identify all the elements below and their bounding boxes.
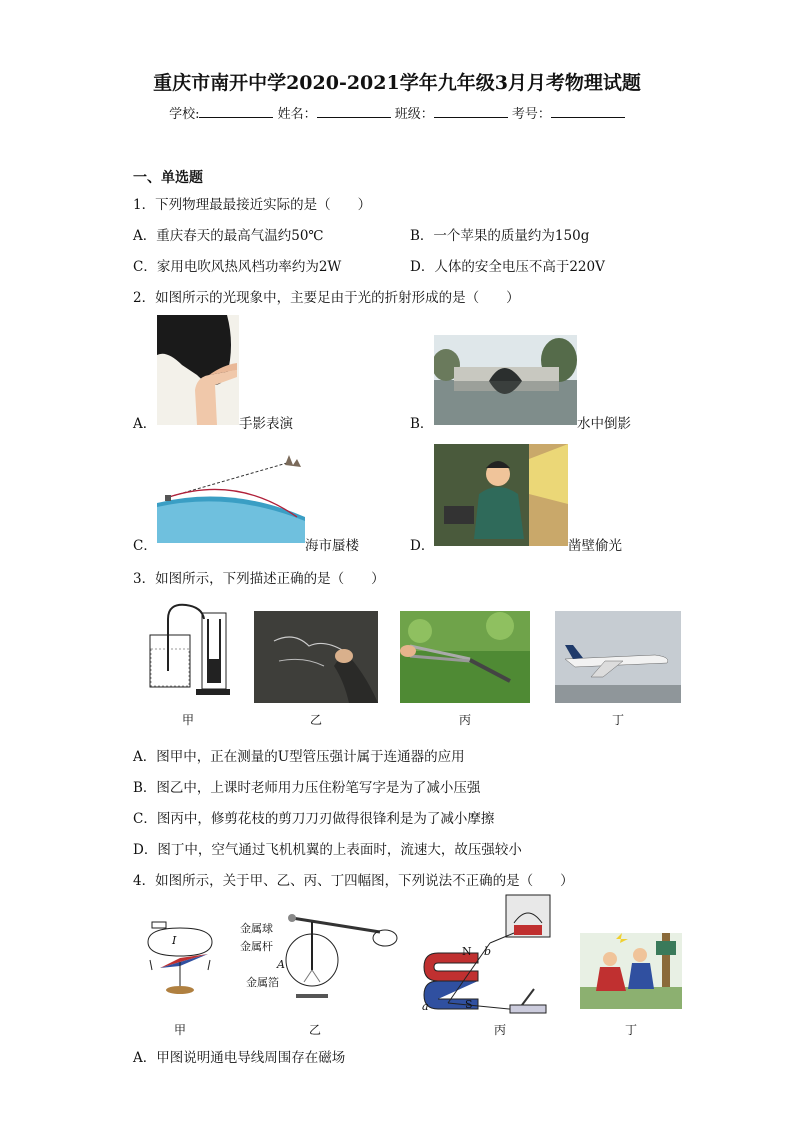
oersted-experiment-image <box>140 912 220 998</box>
q1-option-d: D．人体的安全电压不高于220V <box>410 259 605 275</box>
class-label: 班级： <box>394 107 434 122</box>
hand-shadow-image <box>157 315 239 425</box>
q3-option-a: A．图甲中，正在测量的U型管压强计属于连通器的应用 <box>133 749 465 765</box>
q2-stem: 2．如图所示的光现象中，主要足由于光的折射形成的是（ ） <box>133 290 520 306</box>
q2-option-b-letter: B． <box>410 416 434 432</box>
chalk-writing-image <box>254 611 378 703</box>
student-info-line <box>0 103 794 122</box>
q2-option-d-caption: 凿壁偷光 <box>568 538 622 554</box>
electric-shock-cartoon-image <box>580 933 682 1009</box>
page-title: 重庆市南开中学2020-2021学年九年级3月月考物理试题 <box>153 72 641 94</box>
q3-option-c: C．图丙中，修剪花枝的剪刀刀刃做得很锋利是为了减小摩擦 <box>133 811 495 827</box>
pruning-shears-image <box>400 611 530 703</box>
airplane-image <box>555 611 681 703</box>
school-blank[interactable] <box>199 105 273 118</box>
metal-foil-label: 金属箔 <box>246 976 279 989</box>
q3-stem: 3．如图所示，下列描述正确的是（ ） <box>133 571 385 587</box>
q4-stem: 4．如图所示，关于甲、乙、丙、丁四幅图，下列说法不正确的是（ ） <box>133 873 574 889</box>
q4-label-bing: 丙 <box>493 1023 506 1037</box>
q4-label-yi: 乙 <box>308 1023 321 1037</box>
q3-label-ding: 丁 <box>611 713 624 727</box>
point-a-label: A <box>277 958 285 971</box>
q4-option-a: A．甲图说明通电导线周围存在磁场 <box>133 1050 346 1066</box>
q3-label-yi: 乙 <box>309 713 322 727</box>
current-label: I <box>172 934 177 947</box>
exam-no-label: 考号： <box>511 107 551 122</box>
q1-option-c: C．家用电吹风热风档功率约为2W <box>133 259 342 275</box>
metal-rod-label: 金属杆 <box>240 940 273 953</box>
q2-option-c-letter: C． <box>133 538 157 554</box>
name-label: 姓名： <box>277 107 317 122</box>
exam-no-blank[interactable] <box>551 105 625 118</box>
q2-option-d-letter: D． <box>410 538 435 554</box>
q1-option-b: B．一个苹果的质量约为150g <box>410 228 590 244</box>
q1-stem: 1．下列物理最最接近实际的是（ ） <box>133 197 372 213</box>
point-b-wire-label: b <box>484 945 492 958</box>
mirage-image <box>157 455 305 543</box>
q2-option-c-caption: 海市蜃楼 <box>305 538 359 554</box>
south-pole-label: S <box>465 998 473 1011</box>
q4-label-jia: 甲 <box>173 1023 186 1037</box>
q1-option-a: A．重庆春天的最高气温约50℃ <box>133 228 324 244</box>
electromagnetic-induction-image <box>418 893 558 1023</box>
q2-option-a-caption: 手影表演 <box>239 416 293 432</box>
q2-option-a-letter: A． <box>133 416 157 432</box>
q2-option-b-caption: 水中倒影 <box>577 416 631 432</box>
north-pole-label: N <box>462 945 472 958</box>
name-blank[interactable] <box>317 105 391 118</box>
point-a-wire-label: a <box>422 1000 429 1013</box>
class-blank[interactable] <box>434 105 508 118</box>
section-heading: 一、单选题 <box>133 170 203 186</box>
q3-label-bing: 丙 <box>458 713 471 727</box>
q4-label-ding: 丁 <box>624 1023 637 1037</box>
chiseling-wall-image <box>434 444 568 546</box>
school-label: 学校: <box>169 107 200 122</box>
u-tube-manometer-image <box>146 599 230 705</box>
q3-option-d: D．图丁中，空气通过飞机机翼的上表面时，流速大，故压强较小 <box>133 842 522 858</box>
q3-option-b: B．图乙中，上课时老师用力压住粉笔写字是为了减小压强 <box>133 780 481 796</box>
metal-ball-label: 金属球 <box>240 922 273 935</box>
q3-label-jia: 甲 <box>181 713 194 727</box>
water-reflection-image <box>434 335 577 425</box>
